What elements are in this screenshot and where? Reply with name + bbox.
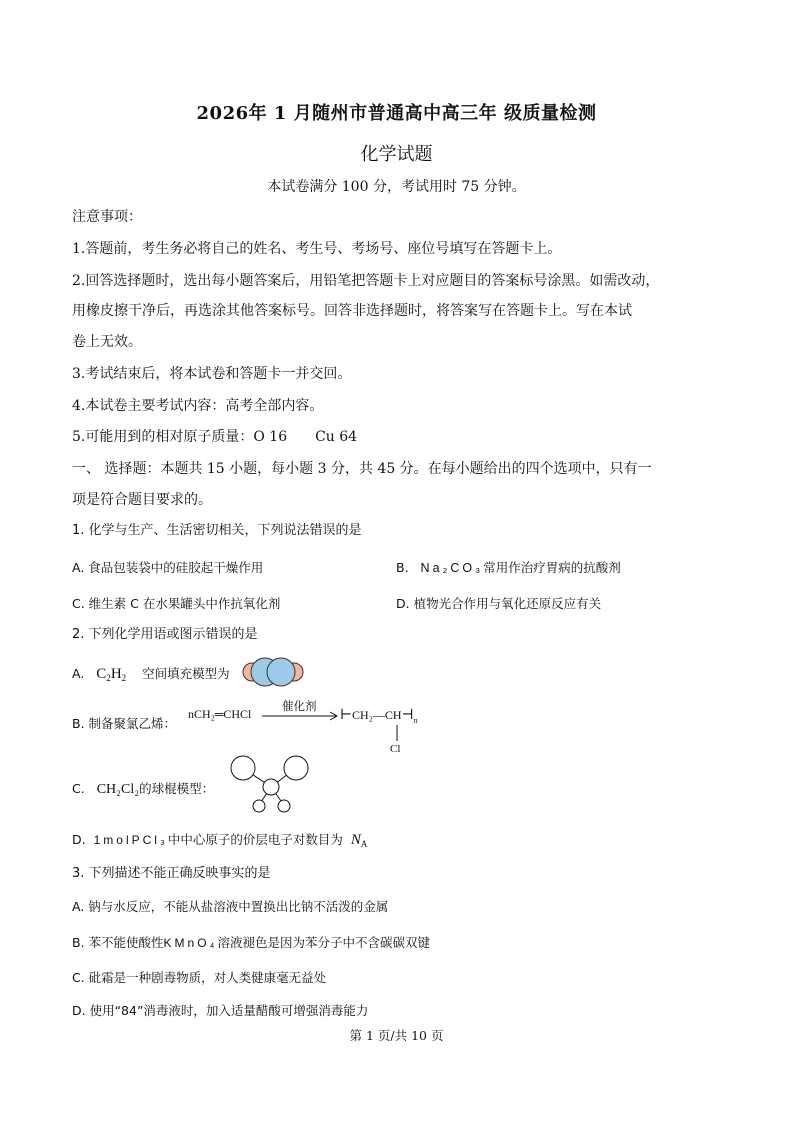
q3-option-c: C. 砒霜是一种剧毒物质，对人类健康毫无益处 <box>72 970 327 985</box>
q1-option-b-label: B. <box>396 560 409 575</box>
q1-option-b <box>396 558 621 576</box>
ch2cl2-ball-and-stick-model <box>226 752 316 824</box>
notice-item-5: 5.可能用到的相对原子质量：O 16 Cu 64 <box>72 429 358 445</box>
q2-option-b-cl: Cl <box>390 743 401 755</box>
reaction-arrow <box>262 711 342 721</box>
q2-option-c-label: C. <box>72 781 85 796</box>
q2-option-a-formula: $C_2H_2$ <box>96 666 127 683</box>
q2-option-d <box>72 830 367 849</box>
q2-option-b-catalyst: 催化剂 <box>282 699 317 713</box>
q1-option-b-formula: Na₂CO₃ <box>420 561 484 575</box>
q2-option-b-product: $⊢CH_2—CH⊣_n$ <box>340 708 418 725</box>
q3-option-b-formula: KMnO₄ <box>163 936 218 950</box>
q1-stem: 1. 化学与生产、生活密切相关，下列说法错误的是 <box>72 523 362 538</box>
q2-option-d-text: 中中心原子的价层电子对数目为 <box>167 832 343 847</box>
q2-option-c-formula: CH₂Cl₂ <box>96 782 140 797</box>
q2-stem: 2. 下列化学用语或图示错误的是 <box>72 627 258 642</box>
hydrogen-atom-right <box>278 800 290 812</box>
cl-bond-line <box>396 725 400 743</box>
q2-option-a-text: 空间填充模型为 <box>142 666 230 681</box>
q1-option-b-text: 常用作治疗胃病的抗酸剂 <box>483 560 621 575</box>
q2-option-a-label: A. <box>72 666 85 681</box>
q3-option-a: A. 钠与水反应，不能从盐溶液中置换出比钠不活泼的金属 <box>72 899 389 914</box>
notice-item-2-line1: 2.回答选择题时，选出每小题答案后，用铅笔把答题卡上对应题目的答案标号涂黑。如需改动， <box>72 273 660 289</box>
q2-option-b-label: B. 制备聚氯乙烯： <box>72 716 177 731</box>
chlorine-atom-left <box>231 756 255 780</box>
notice-heading: 注意事项： <box>72 209 142 225</box>
q2-option-d-formula: 1molPCl₃ <box>93 833 168 847</box>
carbon-atom-right <box>267 658 295 686</box>
notice-item-2-line3: 卷上无效。 <box>72 334 142 350</box>
q2-option-d-na: $N_A$ <box>350 832 368 849</box>
q1-option-c: C. 维生素 C 在水果罐头中作抗氧化剂 <box>72 596 281 611</box>
q3-option-b <box>72 933 430 951</box>
chlorine-atom-right <box>284 756 308 780</box>
q2-option-c-text: 的球棍模型： <box>139 781 215 796</box>
page-footer: 第 1 页/共 10 页 <box>349 1028 444 1043</box>
q3-option-b-label: B. 苯不能使酸性 <box>72 935 164 950</box>
q2-option-d-label: D. <box>72 832 86 847</box>
exam-intro: 本试卷满分 100 分，考试用时 75 分钟。 <box>267 179 526 195</box>
carbon-atom <box>263 779 279 795</box>
notice-item-4: 4.本试卷主要考试内容：高考全部内容。 <box>72 398 324 414</box>
q2-option-a <box>72 664 230 683</box>
section-heading-line1: 一、 选择题：本题共 15 小题，每小题 3 分，共 45 分。在每小题给出的四个选项中，只有一 <box>72 461 652 477</box>
notice-item-2-line2: 用橡皮擦干净后，再选涂其他答案标号。回答非选择题时，将答案写在答题卡上。写在本试 <box>72 303 632 319</box>
q2-option-b-reactant: nCH₂═CHCl <box>188 707 252 721</box>
q3-option-d: D. 使用“84”消毒液时，加入适量醋酸可增强消毒能力 <box>72 1003 369 1018</box>
notice-item-3: 3.考试结束后，将本试卷和答题卡一并交回。 <box>72 366 352 382</box>
q1-option-a: A. 食品包装袋中的硅胶起干燥作用 <box>72 560 264 575</box>
q3-option-b-text: 溶液褪色是因为苯分子中不含碳碳双键 <box>217 935 430 950</box>
q2-option-c <box>72 779 214 798</box>
hydrogen-atom-left <box>253 800 265 812</box>
c2h2-space-filling-model <box>242 655 304 689</box>
notice-item-1: 1.答题前，考生务必将自己的姓名、考生号、考场号、座位号填写在答题卡上。 <box>72 241 562 257</box>
exam-title: 2026年 1 月随州市普通高中高三年 级质量检测 <box>196 103 597 124</box>
q3-stem: 3. 下列描述不能正确反映事实的是 <box>72 866 271 881</box>
section-heading-line2: 项是符合题目要求的。 <box>72 492 212 508</box>
exam-subtitle: 化学试题 <box>360 144 433 165</box>
q1-option-d: D. 植物光合作用与氧化还原反应有关 <box>396 596 602 611</box>
